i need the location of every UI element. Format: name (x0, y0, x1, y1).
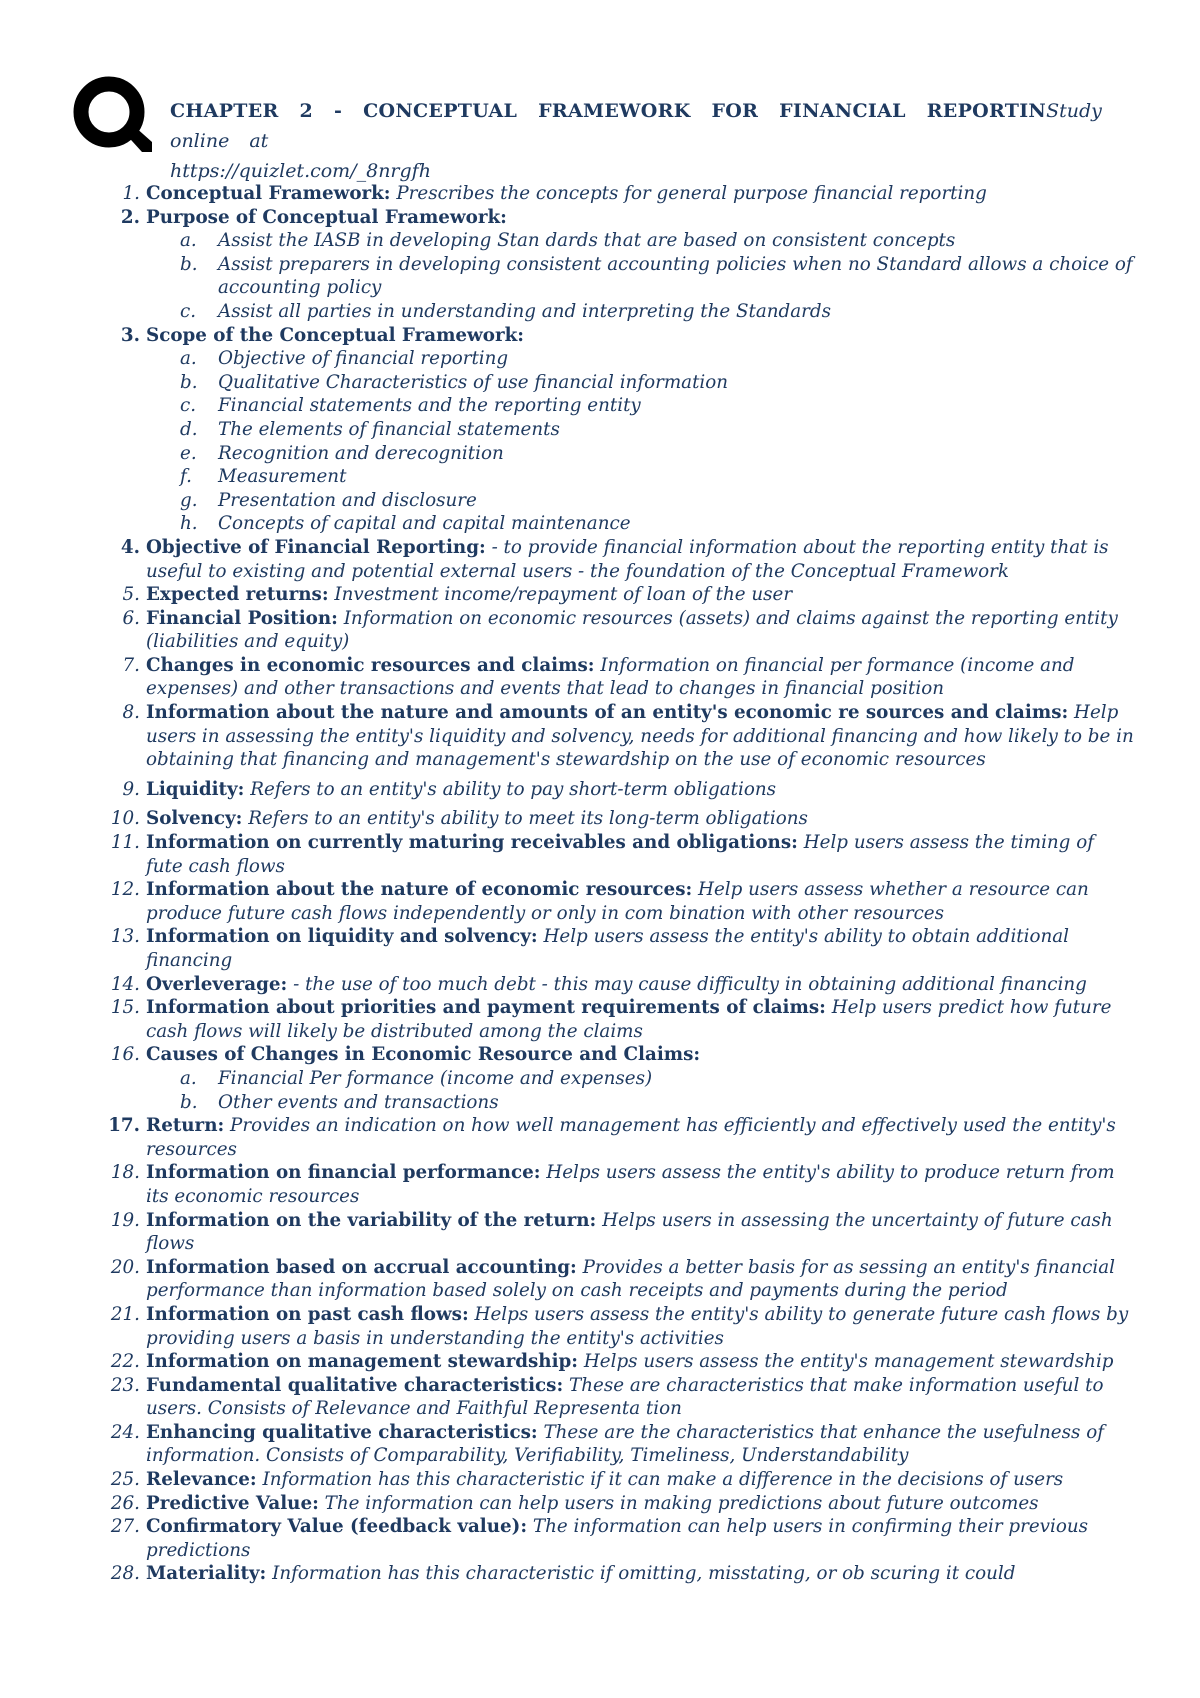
item-term: Information on the variability of the return: (146, 1209, 597, 1231)
item-term: Confirmatory Value (feedback value): (146, 1516, 528, 1538)
sub-item-text: Financial Per formance (income and expenses) (218, 1067, 653, 1089)
sub-item-letter: b. (180, 1091, 198, 1113)
sub-list-item (100, 394, 1135, 418)
sub-item-letter: d. (180, 418, 198, 440)
item-term: Conceptual Framework: (146, 183, 391, 204)
item-definition: - the use of too much debt - this may cause difficulty in obtaining additional financing (293, 973, 1087, 995)
document-header (170, 96, 1132, 186)
item-term: Changes in economic resources and claims: (146, 654, 595, 676)
item-term: Financial Position: (146, 607, 338, 629)
sub-list-item (100, 300, 1135, 324)
item-term: Fundamental qualitative characteristics: (146, 1374, 564, 1396)
item-definition: Refers to an entity's ability to pay short-term obligations (250, 778, 776, 800)
item-number: 12. (110, 879, 140, 901)
item-term: Overleverage: (146, 973, 288, 995)
sub-list-item (100, 371, 1135, 395)
item-term: Causes of Changes in Economic Resource and Claims: (146, 1044, 701, 1066)
item-definition: Help users in assessing the entity's liquidity and solvency, needs for additional financing and how likely to be in obtaining that financing and management's stewardship on the use of economic resources (146, 702, 1134, 771)
item-term: Scope of the Conceptual Framework: (146, 324, 525, 346)
list-item (100, 1161, 1135, 1208)
sub-item-letter: g. (180, 489, 198, 511)
item-definition: Provides a better basis for as sessing an entity's financial performance than information based solely on cash receipts and payments during the period (146, 1256, 1116, 1302)
list-item (100, 778, 1135, 802)
sub-item-text: Concepts of capital and capital maintenance (218, 513, 631, 535)
item-number: 26. (110, 1492, 140, 1514)
item-number: 6. (122, 607, 140, 629)
study-online-text: Study online at (170, 100, 1102, 152)
list-item (100, 1256, 1135, 1303)
item-term: Relevance: (146, 1469, 257, 1491)
sub-item-text: The elements of financial statements (218, 418, 560, 440)
item-number: 15. (110, 997, 140, 1019)
item-number: 20. (110, 1256, 140, 1278)
item-definition: Help users assess the entity's ability to obtain additional financing (146, 926, 1070, 971)
sub-item-letter: a. (180, 230, 197, 252)
item-number: 3. (120, 324, 140, 346)
list-item (100, 1562, 1135, 1586)
item-definition: Helps users assess the entity's ability to produce return from its economic resources (146, 1162, 1115, 1207)
list-item (100, 701, 1135, 772)
list-item (100, 1209, 1135, 1256)
item-term: Information on financial performance: (146, 1162, 541, 1184)
list-item (100, 607, 1135, 654)
item-definition: Refers to an entity's ability to meet its long-term obligations (248, 808, 808, 830)
sub-item-text: Financial statements and the reporting entity (218, 395, 641, 417)
item-number: 4. (120, 536, 140, 558)
list-item (100, 1421, 1135, 1468)
sub-list-item (100, 229, 1135, 253)
sub-item-letter: c. (180, 395, 197, 417)
item-definition: The information can help users in confirming their previous predictions (146, 1516, 1089, 1561)
sub-item-text: Presentation and disclosure (218, 489, 477, 511)
sub-item-text: Objective of financial reporting (218, 348, 509, 370)
sub-item-letter: b. (180, 371, 198, 393)
sub-item-letter: c. (180, 300, 197, 322)
list-item (100, 536, 1135, 583)
item-term: Information about priorities and payment requirements of claims: (146, 997, 826, 1019)
item-number: 16. (110, 1044, 140, 1066)
list-item (100, 973, 1135, 997)
item-term: Information about the nature of economic resources: (146, 879, 693, 901)
item-term: Information on management stewardship: (146, 1351, 579, 1373)
list-item (100, 1303, 1135, 1350)
item-term: Predictive Value: (146, 1492, 319, 1514)
list-item (100, 1043, 1135, 1067)
sub-item-letter: e. (180, 442, 197, 464)
item-term: Solvency: (146, 808, 243, 830)
list-item (100, 1468, 1135, 1492)
item-definition: - to provide financial information about the reporting entity that is useful to existing and potential external users - the foundation of the Conceptual Framework (146, 536, 1109, 582)
list-item (100, 182, 1135, 206)
item-term: Enhancing qualitative characteristics: (146, 1421, 538, 1443)
sub-item-text: Assist preparers in developing consistent accounting policies when no Standard allows a choice of accounting policy (218, 253, 1133, 299)
item-number: 9. (122, 778, 140, 800)
list-item (100, 925, 1135, 972)
sub-item-text: Assist the IASB in developing Stan dards that are based on consistent concepts (218, 230, 956, 252)
item-number: 22. (110, 1351, 140, 1373)
sub-list-item (100, 1091, 1135, 1115)
sub-item-letter: a. (180, 1067, 197, 1089)
item-number: 13. (110, 926, 140, 948)
item-number: 21. (110, 1303, 140, 1325)
sub-list-item (100, 1067, 1135, 1091)
item-term: Materiality: (146, 1563, 267, 1585)
item-number: 5. (122, 584, 140, 606)
sub-item-text: Qualitative Characteristics of use financial information (218, 371, 729, 393)
list-item (100, 996, 1135, 1043)
list-item (100, 1492, 1135, 1516)
item-number: 28. (110, 1563, 140, 1585)
item-term: Information about the nature and amounts of an entity's economic re sources and claims: (146, 702, 1069, 724)
item-definition: Information on economic resources (assets) and claims against the reporting entity (liabilities and equity) (146, 607, 1118, 653)
item-term: Liquidity: (146, 778, 245, 800)
item-term: Expected returns: (146, 584, 329, 606)
item-definition: Prescribes the concepts for general purpose financial reporting (396, 183, 987, 204)
item-definition: Help users assess the timing of fute cash flows (146, 832, 1094, 877)
sub-item-text: Recognition and derecognition (218, 442, 504, 464)
item-definition: Helps users assess the entity's ability to generate future cash flows by providing users a basis in understanding the entity's activities (146, 1303, 1129, 1349)
list-item (100, 324, 1135, 348)
item-definition: Help users predict how future cash flows will likely be distributed among the claims (146, 997, 1112, 1042)
item-definition: These are the characteristics that enhance the usefulness of information. Consists of Comparability, Verifiability, Timeliness, Understandability (146, 1421, 1104, 1467)
item-term: Return: (146, 1115, 225, 1137)
item-number: 18. (110, 1162, 140, 1184)
item-number: 19. (110, 1209, 140, 1231)
item-number: 14. (110, 973, 140, 995)
item-number: 8. (122, 702, 140, 724)
list-item (100, 1374, 1135, 1421)
sub-list-item (100, 253, 1135, 300)
item-definition: Helps users in assessing the uncertainty of future cash flows (146, 1209, 1113, 1255)
item-number: 24. (110, 1421, 140, 1443)
item-definition: Information has this characteristic if omitting, misstating, or ob scuring it could (272, 1563, 1016, 1585)
sub-item-text: Assist all parties in understanding and interpreting the Standards (218, 300, 831, 322)
item-term: Objective of Financial Reporting: (146, 536, 486, 558)
item-term: Information based on accrual accounting: (146, 1256, 577, 1278)
item-number: 7. (122, 654, 140, 676)
sub-item-letter: a. (180, 348, 197, 370)
list-item (100, 807, 1135, 831)
sub-list-item (100, 489, 1135, 513)
list-item (100, 831, 1135, 878)
item-number: 23. (110, 1374, 140, 1396)
sub-list-item (100, 465, 1135, 489)
list-item (100, 654, 1135, 701)
item-term: Information on currently maturing receivables and obligations: (146, 832, 798, 854)
item-definition: Information on financial per formance (income and expenses) and other transactions and events that lead to changes in financial position (146, 654, 1075, 700)
item-definition: These are characteristics that make information useful to users. Consists of Relevance and Faithful Representa tion (146, 1374, 1104, 1420)
item-definition: Information has this characteristic if it can make a difference in the decisions of users (262, 1469, 1064, 1491)
item-definition: Help users assess whether a resource can produce future cash flows independently or only in com bination with other resources (146, 879, 1089, 924)
chapter-title: CHAPTER 2 - CONCEPTUAL FRAMEWORK FOR FINANCIAL REPORTIN (170, 100, 1047, 122)
quizlet-url-link[interactable]: https://quizlet.com/_8nrgfh (170, 160, 431, 182)
list-item (100, 878, 1135, 925)
sub-list-item (100, 418, 1135, 442)
item-term: Information on past cash flows: (146, 1303, 469, 1325)
list-item (100, 583, 1135, 607)
sub-item-letter: f. (180, 466, 192, 488)
quizlet-logo-icon (72, 74, 152, 154)
term-list (100, 182, 1135, 1586)
item-term: Purpose of Conceptual Framework: (146, 206, 507, 228)
list-item (100, 1350, 1135, 1374)
sub-list-item (100, 512, 1135, 536)
item-number: 25. (110, 1469, 140, 1491)
item-definition: Investment income/repayment of loan of the user (334, 584, 793, 606)
sub-list-item (100, 347, 1135, 371)
sub-list-item (100, 442, 1135, 466)
item-term: Information on liquidity and solvency: (146, 926, 538, 948)
list-item (100, 206, 1135, 230)
item-definition: Helps users assess the entity's management stewardship (583, 1351, 1114, 1373)
sub-item-letter: b. (180, 253, 198, 275)
sub-item-text: Other events and transactions (218, 1091, 499, 1113)
sub-item-text: Measurement (218, 466, 347, 488)
item-number: 17. (108, 1115, 140, 1137)
item-number: 2. (120, 206, 140, 228)
item-number: 27. (110, 1516, 140, 1538)
item-number: 10. (110, 808, 140, 830)
item-definition: Provides an indication on how well management has efficiently and effectively used the entity's resources (146, 1115, 1116, 1160)
list-item (100, 1515, 1135, 1562)
item-number: 11. (110, 832, 140, 854)
list-item (100, 1114, 1135, 1161)
item-definition: The information can help users in making predictions about future outcomes (324, 1492, 1039, 1514)
sub-item-letter: h. (180, 513, 198, 535)
item-number: 1. (122, 183, 140, 204)
